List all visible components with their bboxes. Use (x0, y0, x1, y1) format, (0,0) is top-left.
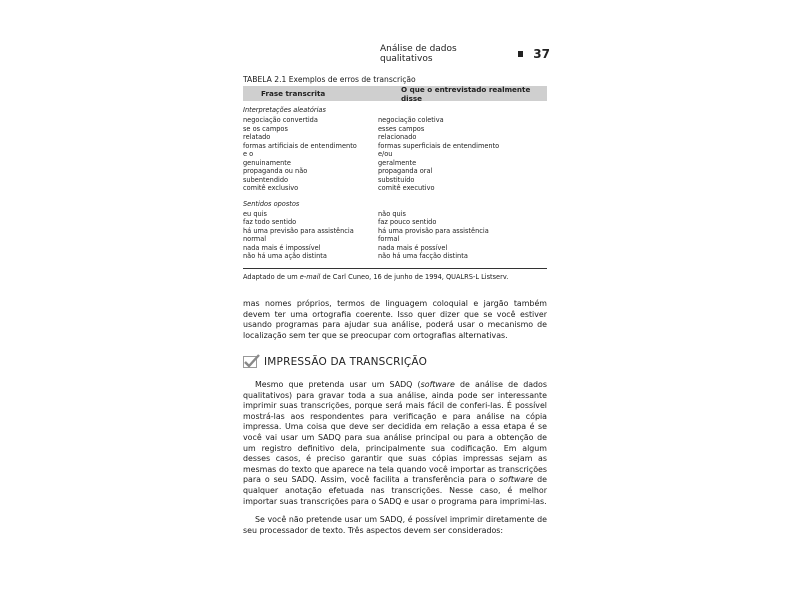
actual-phrase: comitê executivo (378, 184, 435, 192)
table-row (243, 218, 547, 227)
section-rows-opposite (243, 210, 547, 261)
table-row (243, 167, 547, 176)
column-header-actual: O que o entrevistado realmente disse (401, 84, 531, 103)
table-row (243, 150, 547, 159)
section-heading (243, 356, 427, 368)
transcribed-phrase: se os campos (243, 124, 288, 133)
table-row (243, 210, 547, 219)
transcribed-phrase: eu quis (243, 209, 267, 218)
table-bottom-rule (243, 268, 547, 269)
actual-phrase: e/ou (378, 150, 393, 158)
transcribed-phrase: genuinamente (243, 158, 291, 167)
running-head (380, 44, 550, 64)
section-label-random: Interpretações aleatórias (243, 106, 326, 114)
table-header (243, 86, 547, 101)
paragraph-continuation (243, 299, 547, 341)
page-number: 37 (533, 47, 550, 61)
section-heading-text: IMPRESSÃO DA TRANSCRIÇÃO (264, 356, 428, 368)
actual-phrase: faz pouco sentido (378, 218, 437, 226)
section-rows-random (243, 116, 547, 193)
p2-emphasis-2: software (499, 475, 534, 485)
table-row (243, 159, 547, 168)
table-row (243, 252, 547, 261)
transcribed-phrase: não há uma ação distinta (243, 252, 327, 260)
column-header-transcribed: Frase transcrita (261, 89, 326, 98)
transcribed-phrase: formas artificiais de entendimento (243, 141, 357, 150)
table-row (243, 142, 547, 151)
paragraph-2 (243, 380, 547, 507)
actual-phrase: relacionado (378, 133, 417, 141)
table-row (243, 116, 547, 125)
actual-phrase: geralmente (378, 158, 417, 167)
actual-phrase: formas superficiais de entendimento (378, 141, 500, 150)
source-prefix: Adaptado de um (243, 272, 300, 281)
square-bullet-icon (518, 51, 524, 57)
actual-phrase: negociação coletiva (378, 116, 444, 124)
table-title: TABELA 2.1 Exemplos de erros de transcrição (243, 75, 416, 84)
actual-phrase: formal (378, 235, 400, 243)
paragraph-printing (243, 380, 547, 507)
checkmark-icon (243, 356, 257, 368)
table-row (243, 176, 547, 185)
p2-part-a: Mesmo que pretenda usar um SADQ ( (255, 380, 421, 389)
transcription-errors-table (243, 86, 547, 281)
transcribed-phrase: e o (243, 150, 254, 158)
paragraph-1: mas nomes próprios, termos de linguagem coloquial e jargão também devem ter uma ortografia coerente. Isso quer dizer que se você estiver usando programas para ajudar sua análise, poderá usar o mecanismo de localização sem ter que se preocupar com ortografias alternativas. (243, 299, 547, 340)
actual-phrase: substituído (378, 175, 415, 184)
transcribed-phrase: relatado (243, 133, 271, 141)
source-emphasis: e-mail (299, 272, 321, 281)
actual-phrase: não quis (378, 209, 406, 218)
table-row (243, 244, 547, 253)
transcribed-phrase: comitê exclusivo (243, 184, 299, 192)
transcribed-phrase: há uma previsão para assistência (243, 226, 354, 235)
source-suffix: de Carl Cuneo, 16 de junho de 1994, QUALRS-L Listserv. (320, 272, 509, 281)
transcribed-phrase: negociação convertida (243, 116, 318, 124)
table-row (243, 235, 547, 244)
paragraph-word-processor (243, 515, 547, 536)
table-source-note (243, 273, 547, 281)
actual-phrase: há uma provisão para assistência (378, 226, 489, 235)
p2-part-c: de qualquer anotação efetuada nas transcrições. Nesse caso, é melhor importar suas transcrições para o SADQ e usar o programa para imprimi-las. (243, 475, 548, 506)
table-row (243, 227, 547, 236)
p2-part-b: de análise de dados qualitativos) para gravar toda a sua análise, ainda pode ser interessante imprimir suas transcrições, porque será mais fácil de conferi-las. É possível mostrá-las aos respondentes para verificação e para análise na cópia impressa. Uma coisa que deve ser decidida em relação a essa etapa é se você vai usar um SADQ para sua análise principal ou para a obtenção de um registro definitivo dela, principalmente sua codificação. Em algum desses casos, é preciso garantir que suas cópias impressas sejam as mesmas do texto que aparece na tela quando você importar as transcrições para o seu SADQ. Assim, você facilita a transferência para o (243, 380, 547, 485)
actual-phrase: esses campos (378, 124, 425, 133)
p2-emphasis-1: software (420, 380, 455, 389)
table-row (243, 133, 547, 142)
transcribed-phrase: propaganda ou não (243, 167, 308, 175)
section-title: Análise de dados qualitativos (380, 44, 457, 64)
transcribed-phrase: faz todo sentido (243, 218, 297, 226)
paragraph-3: Se você não pretende usar um SADQ, é possível imprimir diretamente de seu processador de texto. Três aspectos devem ser considerados: (243, 515, 547, 535)
transcribed-phrase: normal (243, 235, 267, 243)
actual-phrase: propaganda oral (378, 167, 433, 175)
actual-phrase: nada mais é possível (378, 243, 448, 252)
table-row (243, 184, 547, 193)
actual-phrase: não há uma facção distinta (378, 252, 468, 260)
transcribed-phrase: subentendido (243, 175, 289, 184)
table-row (243, 125, 547, 134)
section-label-opposite: Sentidos opostos (243, 199, 300, 208)
transcribed-phrase: nada mais é impossível (243, 243, 321, 252)
